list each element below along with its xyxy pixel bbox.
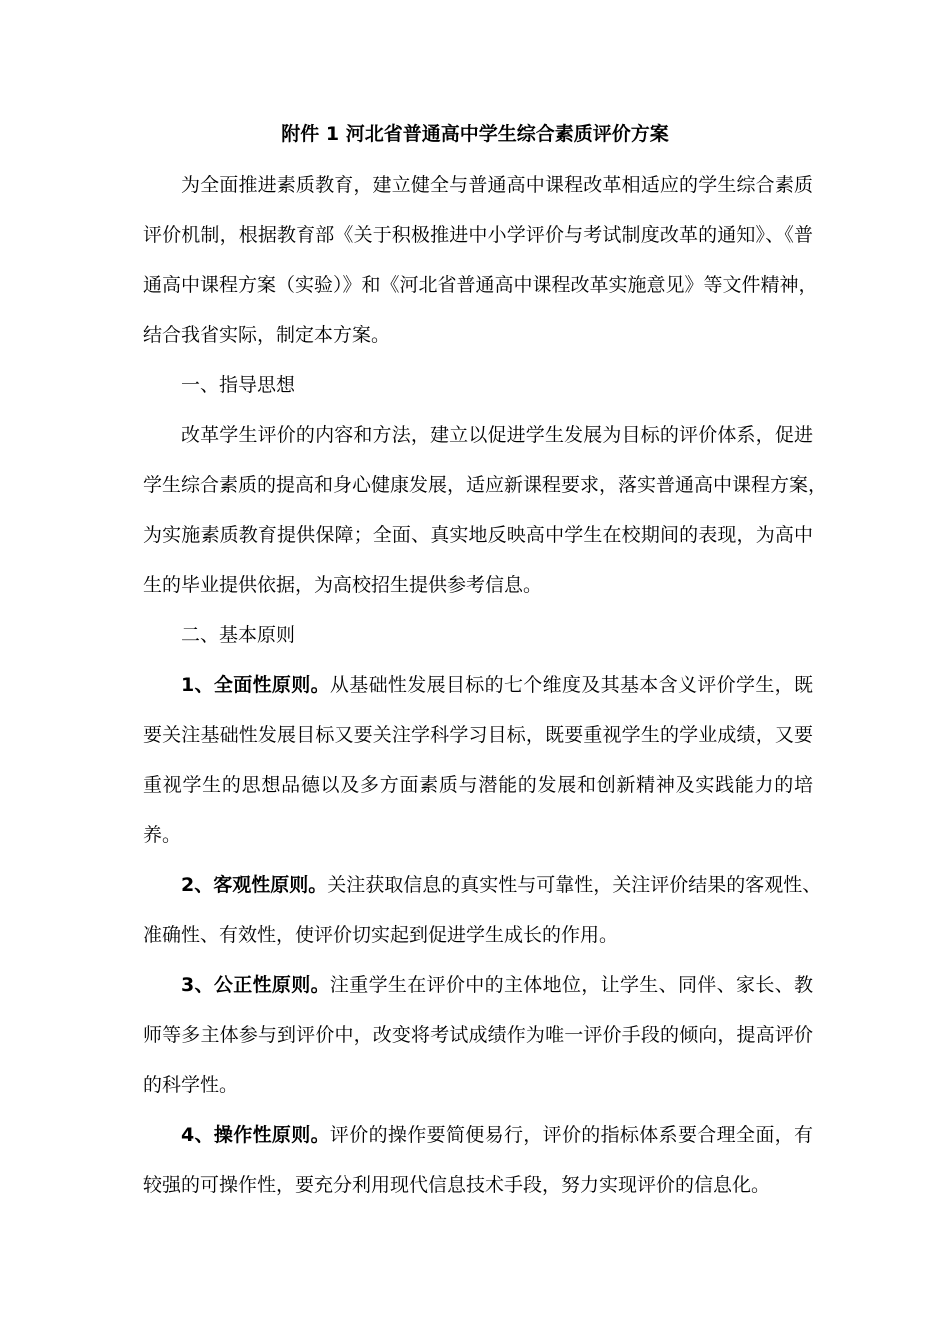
intro-line-1: 为全面推进素质教育，建立健全与普通高中课程改革相适应的学生综合素质 [181, 174, 813, 196]
document-title: 附件 1 河北省普通高中学生综合素质评价方案 [281, 123, 669, 145]
intro-line-3: 通高中课程方案（实验）》和《河北省普通高中课程改革实施意见》等文件精神， [143, 274, 818, 296]
section-heading-guiding-thought: 一、指导思想 [181, 374, 296, 396]
principle-4-text: 评价的操作要简便易行，评价的指标体系要合理全面，有 [329, 1124, 813, 1146]
principle-4-lead: 4、操作性原则。 [181, 1124, 330, 1146]
principle-1-line-3: 重视学生的思想品德以及多方面素质与潜能的发展和创新精神及实践能力的培 [143, 774, 813, 796]
principle-4-line-2: 较强的可操作性，要充分利用现代信息技术手段，努力实现评价的信息化。 [143, 1174, 771, 1196]
principle-1-line-4: 养。 [143, 824, 182, 846]
section1-line-4: 生的毕业提供依据，为高校招生提供参考信息。 [143, 574, 543, 596]
principle-4-line-1 [181, 1120, 813, 1150]
principle-3-line-1 [181, 970, 813, 1000]
section1-line-3: 为实施素质教育提供保障；全面、真实地反映高中学生在校期间的表现，为高中 [143, 524, 813, 546]
principle-1-lead: 1、全面性原则。 [181, 674, 330, 696]
principle-2-lead: 2、客观性原则。 [181, 874, 328, 896]
section1-line-1: 改革学生评价的内容和方法，建立以促进学生发展为目标的评价体系，促进 [181, 424, 813, 446]
intro-line-4: 结合我省实际，制定本方案。 [143, 324, 391, 346]
principle-3-text: 注重学生在评价中的主体地位，让学生、同伴、家长、教 [329, 974, 813, 996]
section1-line-2: 学生综合素质的提高和身心健康发展，适应新课程要求，落实普通高中课程方案， [143, 474, 828, 496]
section-heading-basic-principles: 二、基本原则 [181, 624, 296, 646]
principle-2-line-1 [181, 870, 822, 900]
principle-1-line-2: 要关注基础性发展目标又要关注学科学习目标，既要重视学生的学业成绩，又要 [143, 724, 813, 746]
principle-1-text: 从基础性发展目标的七个维度及其基本含义评价学生，既 [329, 674, 813, 696]
intro-line-2: 评价机制，根据教育部《关于积极推进中小学评价与考试制度改革的通知》、《普 [143, 224, 813, 246]
principle-1-line-1 [181, 670, 813, 700]
principle-3-lead: 3、公正性原则。 [181, 974, 330, 996]
principle-3-line-2: 师等多主体参与到评价中，改变将考试成绩作为唯一评价手段的倾向，提高评价 [143, 1024, 813, 1046]
principle-2-line-2: 准确性、有效性，使评价切实起到促进学生成长的作用。 [143, 924, 619, 946]
principle-3-line-3: 的科学性。 [143, 1074, 239, 1096]
principle-2-text: 关注获取信息的真实性与可靠性，关注评价结果的客观性、 [327, 874, 822, 896]
